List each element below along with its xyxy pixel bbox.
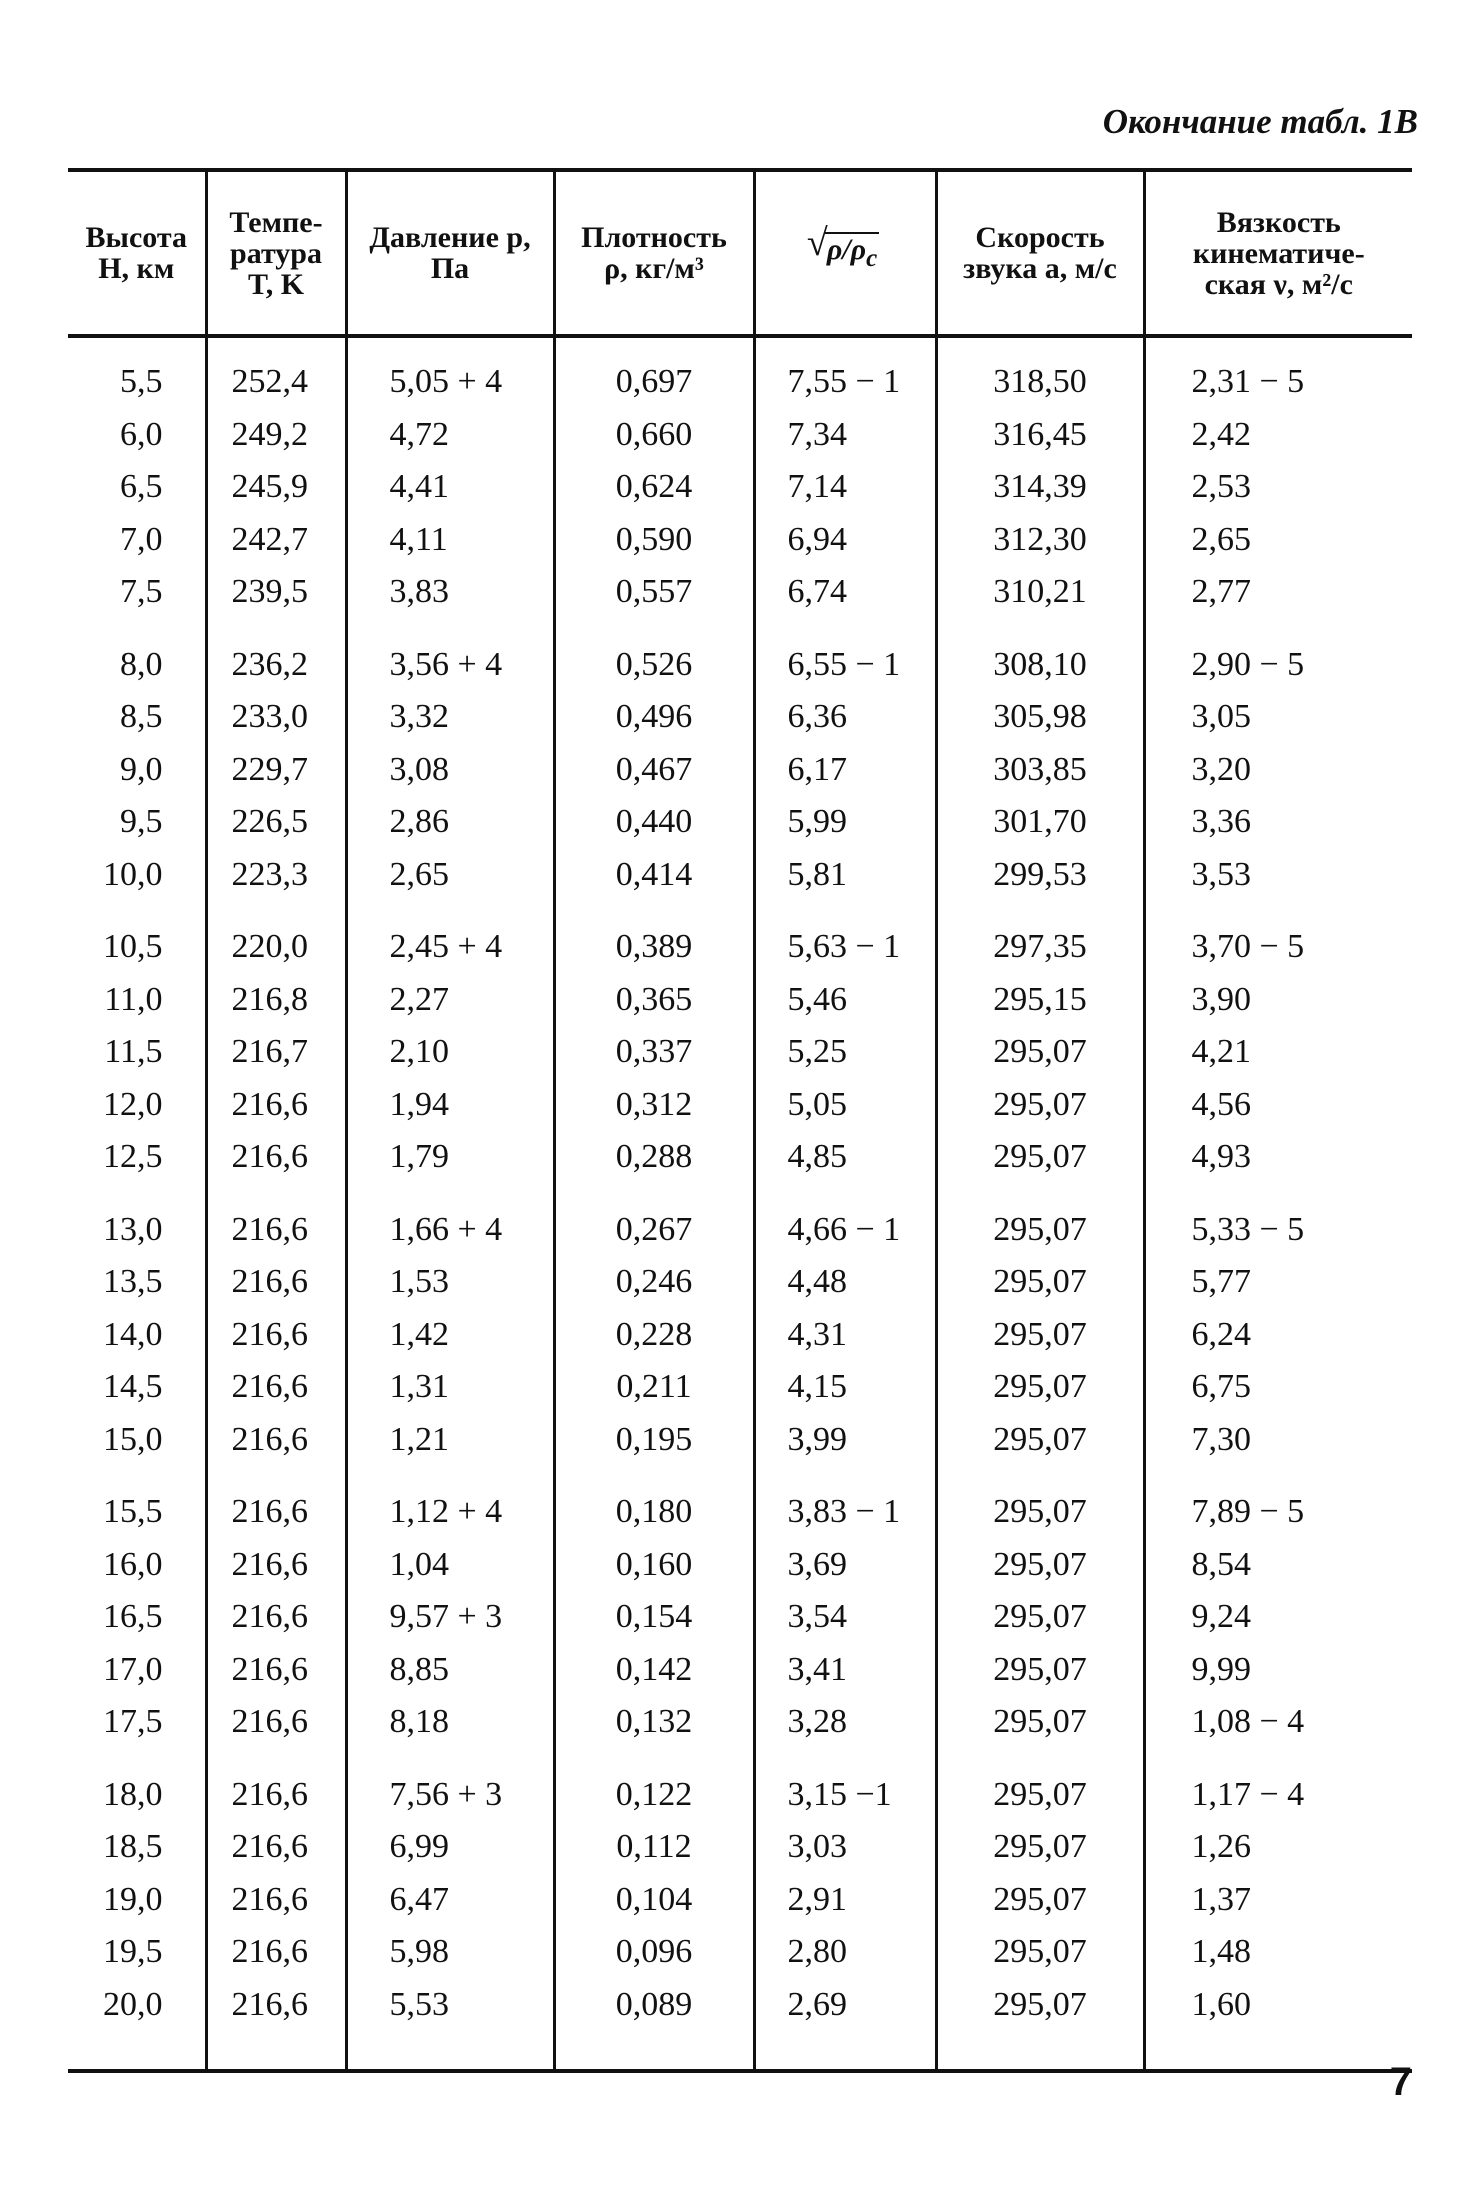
cell-sound-speed: 305,98 <box>936 691 1144 744</box>
table-row <box>68 1874 1412 1927</box>
cell-viscosity: 5,77 <box>1144 1256 1412 1309</box>
cell-altitude: 17,0 <box>68 1644 206 1697</box>
table-row <box>68 1926 1412 1979</box>
header-pressure: Давление p, Па <box>346 170 554 336</box>
table-row <box>68 1591 1412 1644</box>
cell-altitude: 10,0 <box>68 849 206 902</box>
header-density: Плотность ρ, кг/м³ <box>554 170 754 336</box>
cell-temperature: 220,0 <box>206 901 346 974</box>
cell-density-ratio: 6,74 <box>754 566 936 619</box>
cell-viscosity: 2,77 <box>1144 566 1412 619</box>
table-row <box>68 691 1412 744</box>
cell-density-ratio: 3,41 <box>754 1644 936 1697</box>
cell-viscosity: 2,53 <box>1144 461 1412 514</box>
cell-pressure: 2,86 <box>346 796 554 849</box>
cell-density-ratio: 2,80 <box>754 1926 936 1979</box>
cell-sound-speed: 295,07 <box>936 1821 1144 1874</box>
cell-altitude: 9,0 <box>68 744 206 797</box>
cell-viscosity: 3,20 <box>1144 744 1412 797</box>
cell-density: 0,096 <box>554 1926 754 1979</box>
cell-temperature: 216,6 <box>206 1361 346 1414</box>
cell-pressure: 4,72 <box>346 409 554 462</box>
cell-pressure: 3,83 <box>346 566 554 619</box>
cell-viscosity: 5,33 − 5 <box>1144 1184 1412 1257</box>
cell-altitude: 17,5 <box>68 1696 206 1749</box>
cell-pressure: 1,12 + 4 <box>346 1466 554 1539</box>
cell-density: 0,195 <box>554 1414 754 1467</box>
cell-altitude: 14,5 <box>68 1361 206 1414</box>
cell-pressure: 4,11 <box>346 514 554 567</box>
cell-sound-speed: 295,07 <box>936 1749 1144 1822</box>
cell-density-ratio: 3,69 <box>754 1539 936 1592</box>
cell-altitude: 7,5 <box>68 566 206 619</box>
sqrt-symbol: √ $\rho/\rho_c$ <box>825 232 879 274</box>
cell-pressure: 1,79 <box>346 1131 554 1184</box>
cell-pressure: 2,10 <box>346 1026 554 1079</box>
cell-density: 0,660 <box>554 409 754 462</box>
cell-density-ratio: 6,36 <box>754 691 936 744</box>
cell-density: 0,104 <box>554 1874 754 1927</box>
cell-temperature: 216,6 <box>206 1466 346 1539</box>
table-row <box>68 514 1412 567</box>
cell-density-ratio: 3,83 − 1 <box>754 1466 936 1539</box>
cell-altitude: 15,5 <box>68 1466 206 1539</box>
cell-altitude: 20,0 <box>68 1979 206 2072</box>
table-row <box>68 974 1412 1027</box>
cell-temperature: 216,6 <box>206 1539 346 1592</box>
cell-altitude: 6,5 <box>68 461 206 514</box>
cell-sound-speed: 295,07 <box>936 1414 1144 1467</box>
cell-density: 0,142 <box>554 1644 754 1697</box>
cell-altitude: 8,5 <box>68 691 206 744</box>
cell-pressure: 4,41 <box>346 461 554 514</box>
cell-viscosity: 2,42 <box>1144 409 1412 462</box>
cell-density-ratio: 3,15 −1 <box>754 1749 936 1822</box>
cell-temperature: 216,6 <box>206 1749 346 1822</box>
cell-viscosity: 2,90 − 5 <box>1144 619 1412 692</box>
cell-altitude: 9,5 <box>68 796 206 849</box>
cell-viscosity: 1,37 <box>1144 1874 1412 1927</box>
cell-temperature: 226,5 <box>206 796 346 849</box>
cell-pressure: 3,32 <box>346 691 554 744</box>
cell-viscosity: 3,90 <box>1144 974 1412 1027</box>
cell-altitude: 16,0 <box>68 1539 206 1592</box>
table-row <box>68 1539 1412 1592</box>
cell-temperature: 216,6 <box>206 1256 346 1309</box>
cell-pressure: 5,05 + 4 <box>346 336 554 409</box>
table-row <box>68 1184 1412 1257</box>
atmosphere-table <box>68 168 1412 2073</box>
cell-density-ratio: 5,05 <box>754 1079 936 1132</box>
cell-sound-speed: 295,15 <box>936 974 1144 1027</box>
cell-sound-speed: 295,07 <box>936 1979 1144 2072</box>
cell-density: 0,246 <box>554 1256 754 1309</box>
cell-density: 0,112 <box>554 1821 754 1874</box>
cell-pressure: 1,94 <box>346 1079 554 1132</box>
cell-temperature: 216,6 <box>206 1309 346 1362</box>
cell-pressure: 6,47 <box>346 1874 554 1927</box>
cell-density-ratio: 5,63 − 1 <box>754 901 936 974</box>
cell-temperature: 216,6 <box>206 1644 346 1697</box>
cell-sound-speed: 295,07 <box>936 1309 1144 1362</box>
cell-density: 0,557 <box>554 566 754 619</box>
cell-altitude: 19,0 <box>68 1874 206 1927</box>
cell-viscosity: 2,65 <box>1144 514 1412 567</box>
cell-density-ratio: 5,99 <box>754 796 936 849</box>
cell-density: 0,154 <box>554 1591 754 1644</box>
cell-viscosity: 1,08 − 4 <box>1144 1696 1412 1749</box>
table-row <box>68 1026 1412 1079</box>
table-row <box>68 1821 1412 1874</box>
cell-viscosity: 3,05 <box>1144 691 1412 744</box>
table-row <box>68 1309 1412 1362</box>
cell-viscosity: 3,70 − 5 <box>1144 901 1412 974</box>
cell-sound-speed: 295,07 <box>936 1539 1144 1592</box>
cell-pressure: 1,66 + 4 <box>346 1184 554 1257</box>
cell-temperature: 229,7 <box>206 744 346 797</box>
cell-viscosity: 4,21 <box>1144 1026 1412 1079</box>
table-row <box>68 1361 1412 1414</box>
cell-sound-speed: 295,07 <box>936 1026 1144 1079</box>
table-row <box>68 1466 1412 1539</box>
cell-temperature: 216,6 <box>206 1079 346 1132</box>
table-row <box>68 1979 1412 2072</box>
cell-pressure: 1,31 <box>346 1361 554 1414</box>
cell-viscosity: 9,99 <box>1144 1644 1412 1697</box>
cell-pressure: 8,18 <box>346 1696 554 1749</box>
cell-density: 0,467 <box>554 744 754 797</box>
cell-density-ratio: 2,69 <box>754 1979 936 2072</box>
header-altitude: Высота H, км <box>68 170 206 336</box>
cell-altitude: 12,0 <box>68 1079 206 1132</box>
cell-altitude: 19,5 <box>68 1926 206 1979</box>
cell-density: 0,267 <box>554 1184 754 1257</box>
cell-pressure: 8,85 <box>346 1644 554 1697</box>
cell-sound-speed: 301,70 <box>936 796 1144 849</box>
cell-pressure: 7,56 + 3 <box>346 1749 554 1822</box>
cell-density-ratio: 3,28 <box>754 1696 936 1749</box>
cell-density: 0,122 <box>554 1749 754 1822</box>
cell-density: 0,180 <box>554 1466 754 1539</box>
cell-density: 0,160 <box>554 1539 754 1592</box>
cell-viscosity: 6,75 <box>1144 1361 1412 1414</box>
cell-density-ratio: 5,46 <box>754 974 936 1027</box>
table-row <box>68 1414 1412 1467</box>
cell-sound-speed: 295,07 <box>936 1696 1144 1749</box>
cell-density-ratio: 6,55 − 1 <box>754 619 936 692</box>
cell-viscosity: 1,26 <box>1144 1821 1412 1874</box>
cell-pressure: 9,57 + 3 <box>346 1591 554 1644</box>
cell-density: 0,312 <box>554 1079 754 1132</box>
cell-pressure: 3,56 + 4 <box>346 619 554 692</box>
cell-viscosity: 3,53 <box>1144 849 1412 902</box>
cell-sound-speed: 295,07 <box>936 1591 1144 1644</box>
cell-density-ratio: 4,85 <box>754 1131 936 1184</box>
table-row <box>68 901 1412 974</box>
header-kinematic-viscosity: Вязкость кинематиче- ская ν, м²/с <box>1144 170 1412 336</box>
cell-viscosity: 4,56 <box>1144 1079 1412 1132</box>
cell-pressure: 1,42 <box>346 1309 554 1362</box>
table-row <box>68 461 1412 514</box>
cell-pressure: 1,21 <box>346 1414 554 1467</box>
cell-altitude: 13,0 <box>68 1184 206 1257</box>
cell-viscosity: 6,24 <box>1144 1309 1412 1362</box>
cell-sound-speed: 299,53 <box>936 849 1144 902</box>
cell-temperature: 216,6 <box>206 1591 346 1644</box>
cell-pressure: 2,45 + 4 <box>346 901 554 974</box>
cell-pressure: 1,04 <box>346 1539 554 1592</box>
table-header-row <box>68 170 1412 336</box>
cell-density-ratio: 3,03 <box>754 1821 936 1874</box>
cell-sound-speed: 295,07 <box>936 1466 1144 1539</box>
cell-sound-speed: 318,50 <box>936 336 1144 409</box>
table-row <box>68 849 1412 902</box>
cell-pressure: 2,27 <box>346 974 554 1027</box>
cell-sound-speed: 314,39 <box>936 461 1144 514</box>
cell-temperature: 216,6 <box>206 1414 346 1467</box>
cell-density: 0,389 <box>554 901 754 974</box>
cell-density: 0,526 <box>554 619 754 692</box>
table-row <box>68 566 1412 619</box>
header-density-ratio-sqrt <box>754 170 936 336</box>
table-body <box>68 336 1412 2071</box>
table-row <box>68 336 1412 409</box>
cell-sound-speed: 295,07 <box>936 1644 1144 1697</box>
cell-sound-speed: 295,07 <box>936 1079 1144 1132</box>
cell-viscosity: 3,36 <box>1144 796 1412 849</box>
cell-viscosity: 7,30 <box>1144 1414 1412 1467</box>
cell-pressure: 5,53 <box>346 1979 554 2072</box>
cell-temperature: 249,2 <box>206 409 346 462</box>
cell-sound-speed: 297,35 <box>936 901 1144 974</box>
cell-altitude: 6,0 <box>68 409 206 462</box>
cell-density: 0,211 <box>554 1361 754 1414</box>
cell-altitude: 14,0 <box>68 1309 206 1362</box>
page-number: 7 <box>1389 2060 1412 2104</box>
cell-density-ratio: 2,91 <box>754 1874 936 1927</box>
cell-viscosity: 4,93 <box>1144 1131 1412 1184</box>
cell-density-ratio: 5,25 <box>754 1026 936 1079</box>
cell-altitude: 5,5 <box>68 336 206 409</box>
cell-viscosity: 1,17 − 4 <box>1144 1749 1412 1822</box>
cell-pressure: 3,08 <box>346 744 554 797</box>
cell-temperature: 216,6 <box>206 1926 346 1979</box>
cell-density-ratio: 4,31 <box>754 1309 936 1362</box>
cell-density: 0,440 <box>554 796 754 849</box>
cell-altitude: 18,5 <box>68 1821 206 1874</box>
cell-temperature: 216,6 <box>206 1131 346 1184</box>
table-row <box>68 1256 1412 1309</box>
cell-pressure: 5,98 <box>346 1926 554 1979</box>
cell-density: 0,414 <box>554 849 754 902</box>
table-row <box>68 1079 1412 1132</box>
cell-sound-speed: 295,07 <box>936 1184 1144 1257</box>
cell-density: 0,337 <box>554 1026 754 1079</box>
cell-altitude: 8,0 <box>68 619 206 692</box>
cell-altitude: 18,0 <box>68 1749 206 1822</box>
cell-density-ratio: 6,17 <box>754 744 936 797</box>
cell-density: 0,132 <box>554 1696 754 1749</box>
table-row <box>68 409 1412 462</box>
cell-pressure: 2,65 <box>346 849 554 902</box>
cell-pressure: 6,99 <box>346 1821 554 1874</box>
cell-density-ratio: 7,55 − 1 <box>754 336 936 409</box>
cell-density-ratio: 7,14 <box>754 461 936 514</box>
cell-temperature: 239,5 <box>206 566 346 619</box>
cell-altitude: 10,5 <box>68 901 206 974</box>
cell-sound-speed: 295,07 <box>936 1926 1144 1979</box>
cell-density: 0,590 <box>554 514 754 567</box>
table-row <box>68 796 1412 849</box>
cell-viscosity: 9,24 <box>1144 1591 1412 1644</box>
cell-sound-speed: 303,85 <box>936 744 1144 797</box>
cell-temperature: 216,6 <box>206 1874 346 1927</box>
cell-temperature: 216,7 <box>206 1026 346 1079</box>
cell-altitude: 15,0 <box>68 1414 206 1467</box>
cell-density-ratio: 4,48 <box>754 1256 936 1309</box>
cell-density: 0,365 <box>554 974 754 1027</box>
cell-temperature: 233,0 <box>206 691 346 744</box>
cell-temperature: 216,6 <box>206 1979 346 2072</box>
cell-temperature: 216,6 <box>206 1821 346 1874</box>
cell-altitude: 11,0 <box>68 974 206 1027</box>
cell-density: 0,089 <box>554 1979 754 2072</box>
cell-temperature: 245,9 <box>206 461 346 514</box>
cell-altitude: 16,5 <box>68 1591 206 1644</box>
cell-sound-speed: 310,21 <box>936 566 1144 619</box>
cell-sound-speed: 295,07 <box>936 1874 1144 1927</box>
cell-density: 0,697 <box>554 336 754 409</box>
header-sound-speed: Скорость звука a, м/с <box>936 170 1144 336</box>
table-caption: Окончание табл. 1В <box>1102 102 1418 141</box>
cell-density-ratio: 5,81 <box>754 849 936 902</box>
table-row <box>68 744 1412 797</box>
cell-pressure: 1,53 <box>346 1256 554 1309</box>
cell-viscosity: 2,31 − 5 <box>1144 336 1412 409</box>
cell-temperature: 252,4 <box>206 336 346 409</box>
table-row <box>68 1644 1412 1697</box>
cell-viscosity: 1,48 <box>1144 1926 1412 1979</box>
cell-sound-speed: 308,10 <box>936 619 1144 692</box>
cell-density: 0,496 <box>554 691 754 744</box>
table-row <box>68 1696 1412 1749</box>
cell-temperature: 236,2 <box>206 619 346 692</box>
cell-density-ratio: 3,54 <box>754 1591 936 1644</box>
cell-temperature: 216,6 <box>206 1696 346 1749</box>
cell-altitude: 12,5 <box>68 1131 206 1184</box>
cell-sound-speed: 295,07 <box>936 1131 1144 1184</box>
cell-sound-speed: 316,45 <box>936 409 1144 462</box>
table-row <box>68 1131 1412 1184</box>
table-row <box>68 619 1412 692</box>
cell-density-ratio: 6,94 <box>754 514 936 567</box>
cell-density: 0,624 <box>554 461 754 514</box>
cell-temperature: 223,3 <box>206 849 346 902</box>
header-temperature: Темпе- ратура T, K <box>206 170 346 336</box>
cell-temperature: 216,6 <box>206 1184 346 1257</box>
cell-temperature: 242,7 <box>206 514 346 567</box>
cell-temperature: 216,8 <box>206 974 346 1027</box>
cell-sound-speed: 312,30 <box>936 514 1144 567</box>
atmosphere-table-container <box>68 168 1412 2073</box>
cell-viscosity: 1,60 <box>1144 1979 1412 2072</box>
cell-viscosity: 8,54 <box>1144 1539 1412 1592</box>
table-row <box>68 1749 1412 1822</box>
cell-altitude: 13,5 <box>68 1256 206 1309</box>
cell-density: 0,288 <box>554 1131 754 1184</box>
cell-viscosity: 7,89 − 5 <box>1144 1466 1412 1539</box>
cell-density-ratio: 4,66 − 1 <box>754 1184 936 1257</box>
cell-altitude: 11,5 <box>68 1026 206 1079</box>
cell-density-ratio: 3,99 <box>754 1414 936 1467</box>
cell-sound-speed: 295,07 <box>936 1361 1144 1414</box>
cell-sound-speed: 295,07 <box>936 1256 1144 1309</box>
cell-density: 0,228 <box>554 1309 754 1362</box>
cell-density-ratio: 4,15 <box>754 1361 936 1414</box>
cell-altitude: 7,0 <box>68 514 206 567</box>
cell-density-ratio: 7,34 <box>754 409 936 462</box>
